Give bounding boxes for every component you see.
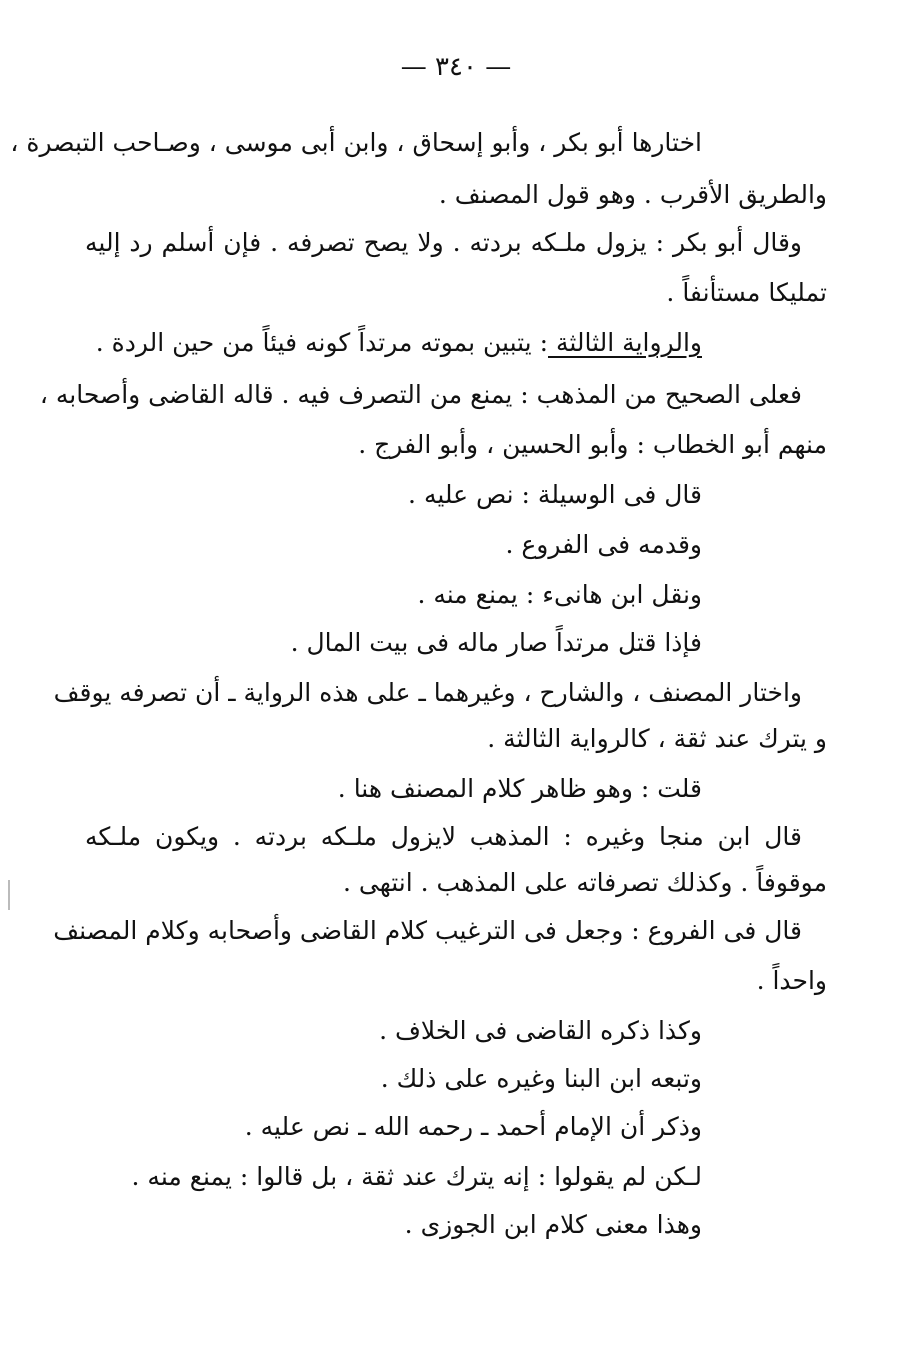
text-line: وقدمه فى الفروع . [505,530,702,559]
text-line: قال فى الوسيلة : نص عليه . [408,480,702,509]
text-line: وكذا ذكره القاضى فى الخلاف . [379,1016,702,1045]
heading-run: والرواية الثالثة [548,328,702,357]
text-line: قال ابن منجا وغيره : المذهب لايزول ملـكه بردته . ويكون ملـكه [85,822,802,851]
text-line: و يترك عند ثقة ، كالرواية الثالثة . [487,724,827,753]
text-line: فإذا قتل مرتداً صار ماله فى بيت المال . [290,628,702,657]
text-line-with-heading [96,326,702,360]
text-line: وذكر أن الإمام أحمد ـ رحمه الله ـ نص عليه . [244,1112,702,1141]
text-line: ونقل ابن هانىء : يمنع منه . [417,580,702,609]
text-line: لـكن لم يقولوا : إنه يترك عند ثقة ، بل قالوا : يمنع منه . [131,1162,702,1191]
text-line: وتبعه ابن البنا وغيره على ذلك . [380,1064,702,1093]
text-line: وقال أبو بكر : يزول ملـكه بردته . ولا يصح تصرفه . فإن أسلم رد إليه [85,228,802,257]
text-line: واختار المصنف ، والشارح ، وغيرهما ـ على هذه الرواية ـ أن تصرفه يوقف [53,678,802,707]
text-line: واحداً . [756,966,827,995]
page-number: — ٣٤٠ — [400,52,512,82]
text-line: موقوفاً . وكذلك تصرفاته على المذهب . انتهى . [342,868,827,897]
text-line: تمليكا مستأنفاً . [666,278,827,307]
text-line: وهذا معنى كلام ابن الجوزى . [404,1210,702,1239]
text-line: اختارها أبو بكر ، وأبو إسحاق ، وابن أبى موسى ، وصـاحب التبصرة ، [10,128,702,157]
text-line: والطريق الأقرب . وهو قول المصنف . [438,180,827,209]
heading-rest: : يتبين بموته مرتداً كونه فيئاً من حين الردة . [95,328,548,357]
text-line [96,328,702,357]
text-line: فعلى الصحيح من المذهب : يمنع من التصرف فيه . قاله القاضى وأصحابه ، [39,380,802,409]
text-line: قال فى الفروع : وجعل فى الترغيب كلام القاضى وأصحابه وكلام المصنف [53,916,802,945]
scan-edge-mark [8,880,10,910]
text-line: منهم أبو الخطاب : وأبو الحسين ، وأبو الفرج . [358,430,827,459]
text-line: قلت : وهو ظاهر كلام المصنف هنا . [337,774,702,803]
